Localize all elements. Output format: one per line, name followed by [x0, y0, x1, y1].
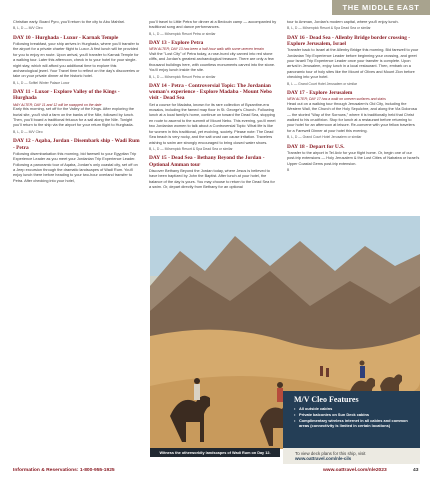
day-10-meals: B, L, D — Sofitel Winter Palace Luxor — [13, 80, 70, 85]
day-13 — [149, 40, 277, 80]
day-13-note: NEW ALTER; DAY 13 has been a half-hour walk with some uneven terrain — [149, 47, 264, 52]
day-13-meals: B, L, D — Mövenpick Resort Petra or similar — [149, 74, 216, 79]
day-11-note: MAY ALTER; DAY 11 and 12 will be swapped on the date — [13, 102, 102, 107]
column-3 — [287, 20, 420, 174]
day-16-meals: B, L — Grand Court Hotel Jerusalem or similar — [287, 81, 357, 86]
col3-intro: tour to Amman, Jordan's modern capital, where you'll enjoy lunch. — [287, 20, 399, 24]
day-15-title: DAY 15 - Dead Sea - Bethany Beyond the Jordan - Optional Amman tour — [149, 155, 265, 168]
col2-intro: you'll travel to Little Petra for dinner at a Bedouin camp — accompanied by traditional song and dance performances. — [149, 20, 277, 30]
deck-plans-box — [283, 448, 420, 464]
feature-item: • Private balconies on Sun Deck cabins — [294, 413, 418, 418]
day-17-title: DAY 17 - Explore Jerusalem — [287, 90, 353, 97]
feature-item: • Complimentary wireless internet in all cabins and common areas (connectivity is limited in certain locations) — [294, 419, 418, 429]
day-14-title: DAY 14 - Petra - Controversial Topic: The Jordanian woman's experience - Explore Madaba - Mount Nebo visit - Dead Sea — [149, 83, 272, 102]
day-15 — [149, 155, 277, 190]
col1-intro-meals: B, L, D — M/V Cleo — [13, 26, 43, 31]
day-17 — [287, 90, 420, 141]
day-12-title: DAY 12 - Aqaba, Jordan - Disembark ship - Wadi Rum - Petra — [13, 138, 140, 151]
day-15-body: Discover Bethany Beyond the Jordan today, where Jesus is believed to have been baptized by John the Baptist. After lunch at your hotel, the balance of the day is yours. You may choose to return to the Dead Sea for a swim. Or, depart directly from Bethany for an optional — [149, 168, 275, 189]
deck-plans-link[interactable]: www.oattravel.com/nle-cils — [295, 456, 352, 461]
feature-item: • All outside cabins — [294, 407, 418, 412]
col3-intro-meals: B, L, D — Mövenpick Resort & Spa Dead Sea or similar — [287, 26, 371, 31]
day-13-body: Visit the "Lost City" of Petra today, a rose-hued city carved into red stone cliffs, and Jordan's greatest archaeological treasure. There are only a few thousand buildings here, with countless monuments carved into the stone. You'll enjoy lunch inside the site. — [149, 52, 276, 73]
page-footer — [0, 466, 430, 480]
features-list — [294, 407, 418, 430]
day-18 — [287, 144, 420, 174]
col1-intro: Christian early. Board Pyro, you'll return to the city to Abu Mahfari. — [13, 20, 125, 24]
ship-features-box — [283, 391, 420, 448]
day-14-meals: B, L, D — Mövenpick Resort & Spa Dead Sea or similar — [149, 146, 233, 151]
day-16 — [287, 35, 420, 87]
day-10 — [13, 35, 140, 86]
day-12 — [13, 138, 140, 184]
day-12-body: Following disembarkation this morning, bid farewell to your Egyptian Trip Experience Leader as you meet your Jordanian Trip Experience Leader. Following a panoramic tour of Aqaba, Jordan's only coastal city, set off on a Jeep excursion through the dramatic landscapes of Wadi Rum. You'll enjoy lunch there before heading to your two-hour overland transfer to Petra. After checking into your hotel, — [13, 151, 138, 183]
col2-intro-meals: B, L, D — Mövenpick Resort Petra or similar — [149, 31, 216, 36]
features-title: M/V Cleo Features — [294, 395, 359, 404]
day-18-title: DAY 18 - Depart for U.S. — [287, 143, 345, 150]
footer-reservations[interactable]: Information & Reservations: 1-800-955-1925 — [13, 468, 115, 473]
day-13-title: DAY 13 - Explore Petra — [149, 40, 204, 47]
day-17-body: Head out on a walking tour through Jerusalem's Old City, including the Western Wall, the Church of the Holy Sepulchre, and along the Via Dolorosa — the storied "Way of the Sorrows," where it is traditionally held that Christ walked to his crucifixion. Stop for lunch at a restaurant before returning to your hotel for an afternoon at leisure. Re-convene with your fellow travelers for a Farewell Dinner at your hotel this evening. — [287, 101, 417, 133]
region-tab: THE MIDDLE EAST — [332, 0, 430, 15]
photo-caption: Witness the otherworldly landscapes of Wadi Rum on Day 12. — [150, 448, 280, 457]
day-18-body: Transfer to the airport in Tel Aviv for your flight home. Or, begin one of our post-trip extensions — Holy Jerusalem & the Lost Cities of Nabatea or Israel's Upper Coastal Gems post-trip extension. — [287, 150, 420, 166]
day-10-body: Following breakfast, your ship arrives in Hurghada, where you'll transfer to the airport for a private charter flight to Luxor. A first lunch will be provided for you to enjoy en route. Upon arrival, you'll transfer to Karnak Temple for a walking tour. Later this afternoon, check in to your hotel for your single-night stay, which will afford you additional time to explore this archaeological jewel. Your Travel time to reflect on the day's discoveries or take on your private dinner at the historic hotel. — [13, 42, 140, 79]
day-11-body: Early this morning, set off for the Valley of the Kings. After exploring the burial site, you'll visit a farm on the banks of the Nile, followed by lunch. Then, you'll board a traditional felucca for a sail along the Nile. Tonight you'll return to the ship via the airport for your return flight to Hurghada. — [13, 107, 135, 128]
day-17-note: NEW ALTER; DAY 17 has a walk on uneven surfaces and stairs — [287, 97, 386, 102]
column-1 — [13, 20, 140, 184]
day-16-body: Transfer back to Israel at the Allenby Bridge this morning. Bid farewell to your Jordanian Trip Experience Leader before beginning your crossing, and greet your Israeli Trip Experience Leader once your transfer is complete. Upon arrival in Jerusalem, enjoy lunch in a local restaurant. Then, embark on a panoramic tour of holy sites like the Mount of Olives and Mount Zion before checking into your hotel. — [287, 48, 419, 80]
day-10-title: DAY 10 - Hurghada - Luxor - Karnak Temple — [13, 34, 119, 41]
column-2 — [149, 20, 277, 190]
day-18-meals: B — [287, 168, 290, 173]
day-14-body: Set a course for Madaba, known for its rare collection of Byzantine-era mosaics, including the famed map floor in St. George's Church. Following lunch at a local family's home, continue on toward the Dead Sea, stopping en route to ascend to the summit of Mount Nebo. This evening, you'll meet two Jordanian women to talk about a Controversial Topic: What life is like for women in this traditional, yet evolving, society. Please note: The Dead Sea beach is very rocky, and the salt crust can cause irritation. Travelers wishing to swim are strongly encouraged to bring closed water shoes. — [149, 102, 276, 145]
footer-url[interactable]: www.oattravel.com/nle2023 — [323, 468, 387, 473]
day-11 — [13, 89, 140, 135]
page-number: 43 — [413, 468, 419, 473]
deck-plans-text: To view deck plans for this ship, visit — [295, 451, 366, 456]
day-14 — [149, 83, 277, 152]
day-11-title: DAY 11 - Luxor - Explore Valley of the Kings - Hurghada — [13, 89, 120, 102]
day-16-title: DAY 16 - Dead Sea - Allenby Bridge border crossing - Explore Jerusalem, Israel — [287, 34, 411, 48]
day-17-meals: B, L, D — Grand Court Hotel Jerusalem or similar — [287, 135, 362, 140]
day-11-meals: B, L, D — M/V Cleo — [13, 129, 43, 134]
